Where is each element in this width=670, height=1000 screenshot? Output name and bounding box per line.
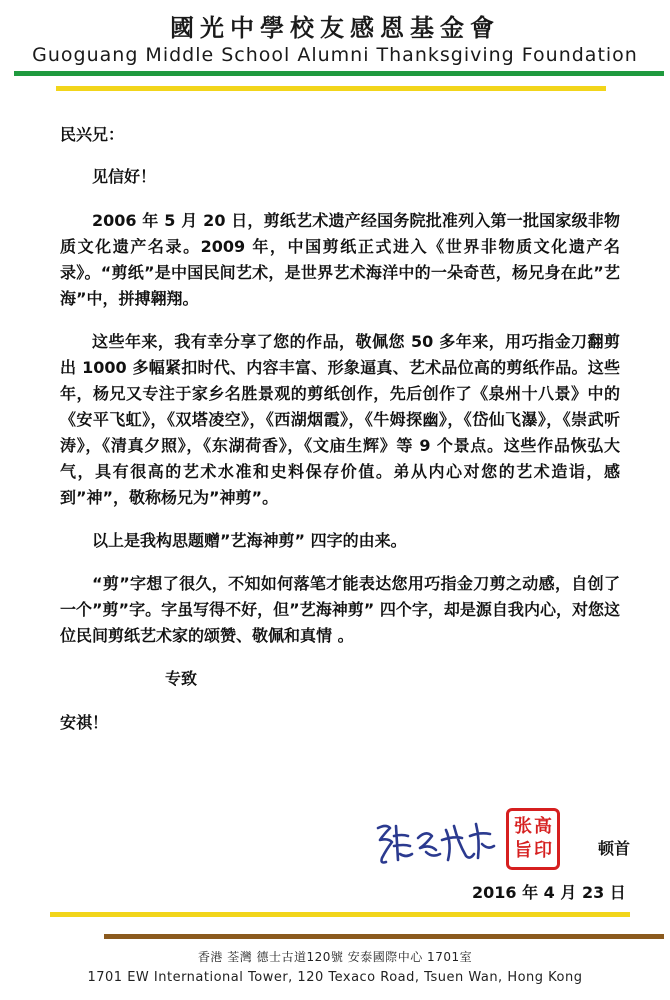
letter-date: 2016 年 4 月 23 日 [472, 883, 626, 902]
salutation: 民兴兄： [60, 125, 125, 144]
seal-char: 旨 [514, 840, 532, 861]
sign-off: 顿首 [598, 839, 631, 858]
greeting: 见信好！ [92, 167, 157, 186]
address-english: 1701 EW International Tower, 120 Texaco Road, Tsuen Wan, Hong Kong [87, 970, 583, 985]
handwritten-signature [370, 814, 498, 870]
header-divider-yellow [56, 86, 606, 91]
seal-char: 印 [534, 840, 552, 861]
paragraph-heritage: 2006 年 5 月 20 日，剪纸艺术遗产经国务院批准列入第一批国家级非物质文化遗产名录。2009 年，中国剪纸正式进入《世界非物质文化遗产名录》。“剪纸”是中国民间艺术，是世界艺术海洋中的一朵奇芭，杨兄身在此”艺海”中，拼搏翱翔。 [60, 211, 620, 308]
footer-divider-yellow [50, 912, 630, 917]
foundation-title-chinese: 國光中學校友感恩基金會 [170, 13, 500, 42]
foundation-title-english: Guoguang Middle School Alumni Thanksgiving Foundation [32, 44, 638, 66]
seal-char: 高 [534, 816, 552, 837]
seal-char: 张 [514, 816, 532, 837]
letter-body [60, 122, 620, 736]
red-seal-stamp [506, 808, 560, 870]
address-chinese: 香港 荃灣 德士古道120號 安泰國際中心 1701室 [197, 950, 473, 964]
footer-divider-brown [104, 934, 664, 939]
header-divider-green [14, 71, 664, 76]
paragraph-works: 这些年来，我有幸分享了您的作品，敬佩您 50 多年来，用巧指金刀翻剪出 1000 多幅紧扣时代、内容丰富、形象逼真、艺术品位高的剪纸作品。这些年，杨兄又专注于家乡名胜景观的剪纸创作，先后创作了《泉州十八景》中的《安平飞虹》，《双塔凌空》，《西湖烟霞》，《牛姆探幽》，《岱仙飞瀑》，《崇武听涛》，《清真夕照》，《东湖荷香》，《文庙生辉》等 9 个景点。这些作品恢弘大气，具有很高的艺术水准和史料保存价值。弟从内心对您的艺术造诣，感到”神”，敬称杨兄为”神剪”。 [60, 332, 620, 507]
signature-block [370, 808, 650, 878]
wish: 安祺！ [60, 713, 109, 732]
paragraph-origin: 以上是我构思题赠”艺海神剪” 四字的由来。 [92, 531, 407, 550]
closing: 专致 [165, 669, 198, 688]
paragraph-character: “剪”字想了很久，不知如何落笔才能表达您用巧指金刀剪之动感，自创了一个”剪”字。字虽写得不好，但”艺海神剪” 四个字，却是源自我内心，对您这位民间剪纸艺术家的颂赞、敬佩和真情 。 [60, 574, 620, 645]
